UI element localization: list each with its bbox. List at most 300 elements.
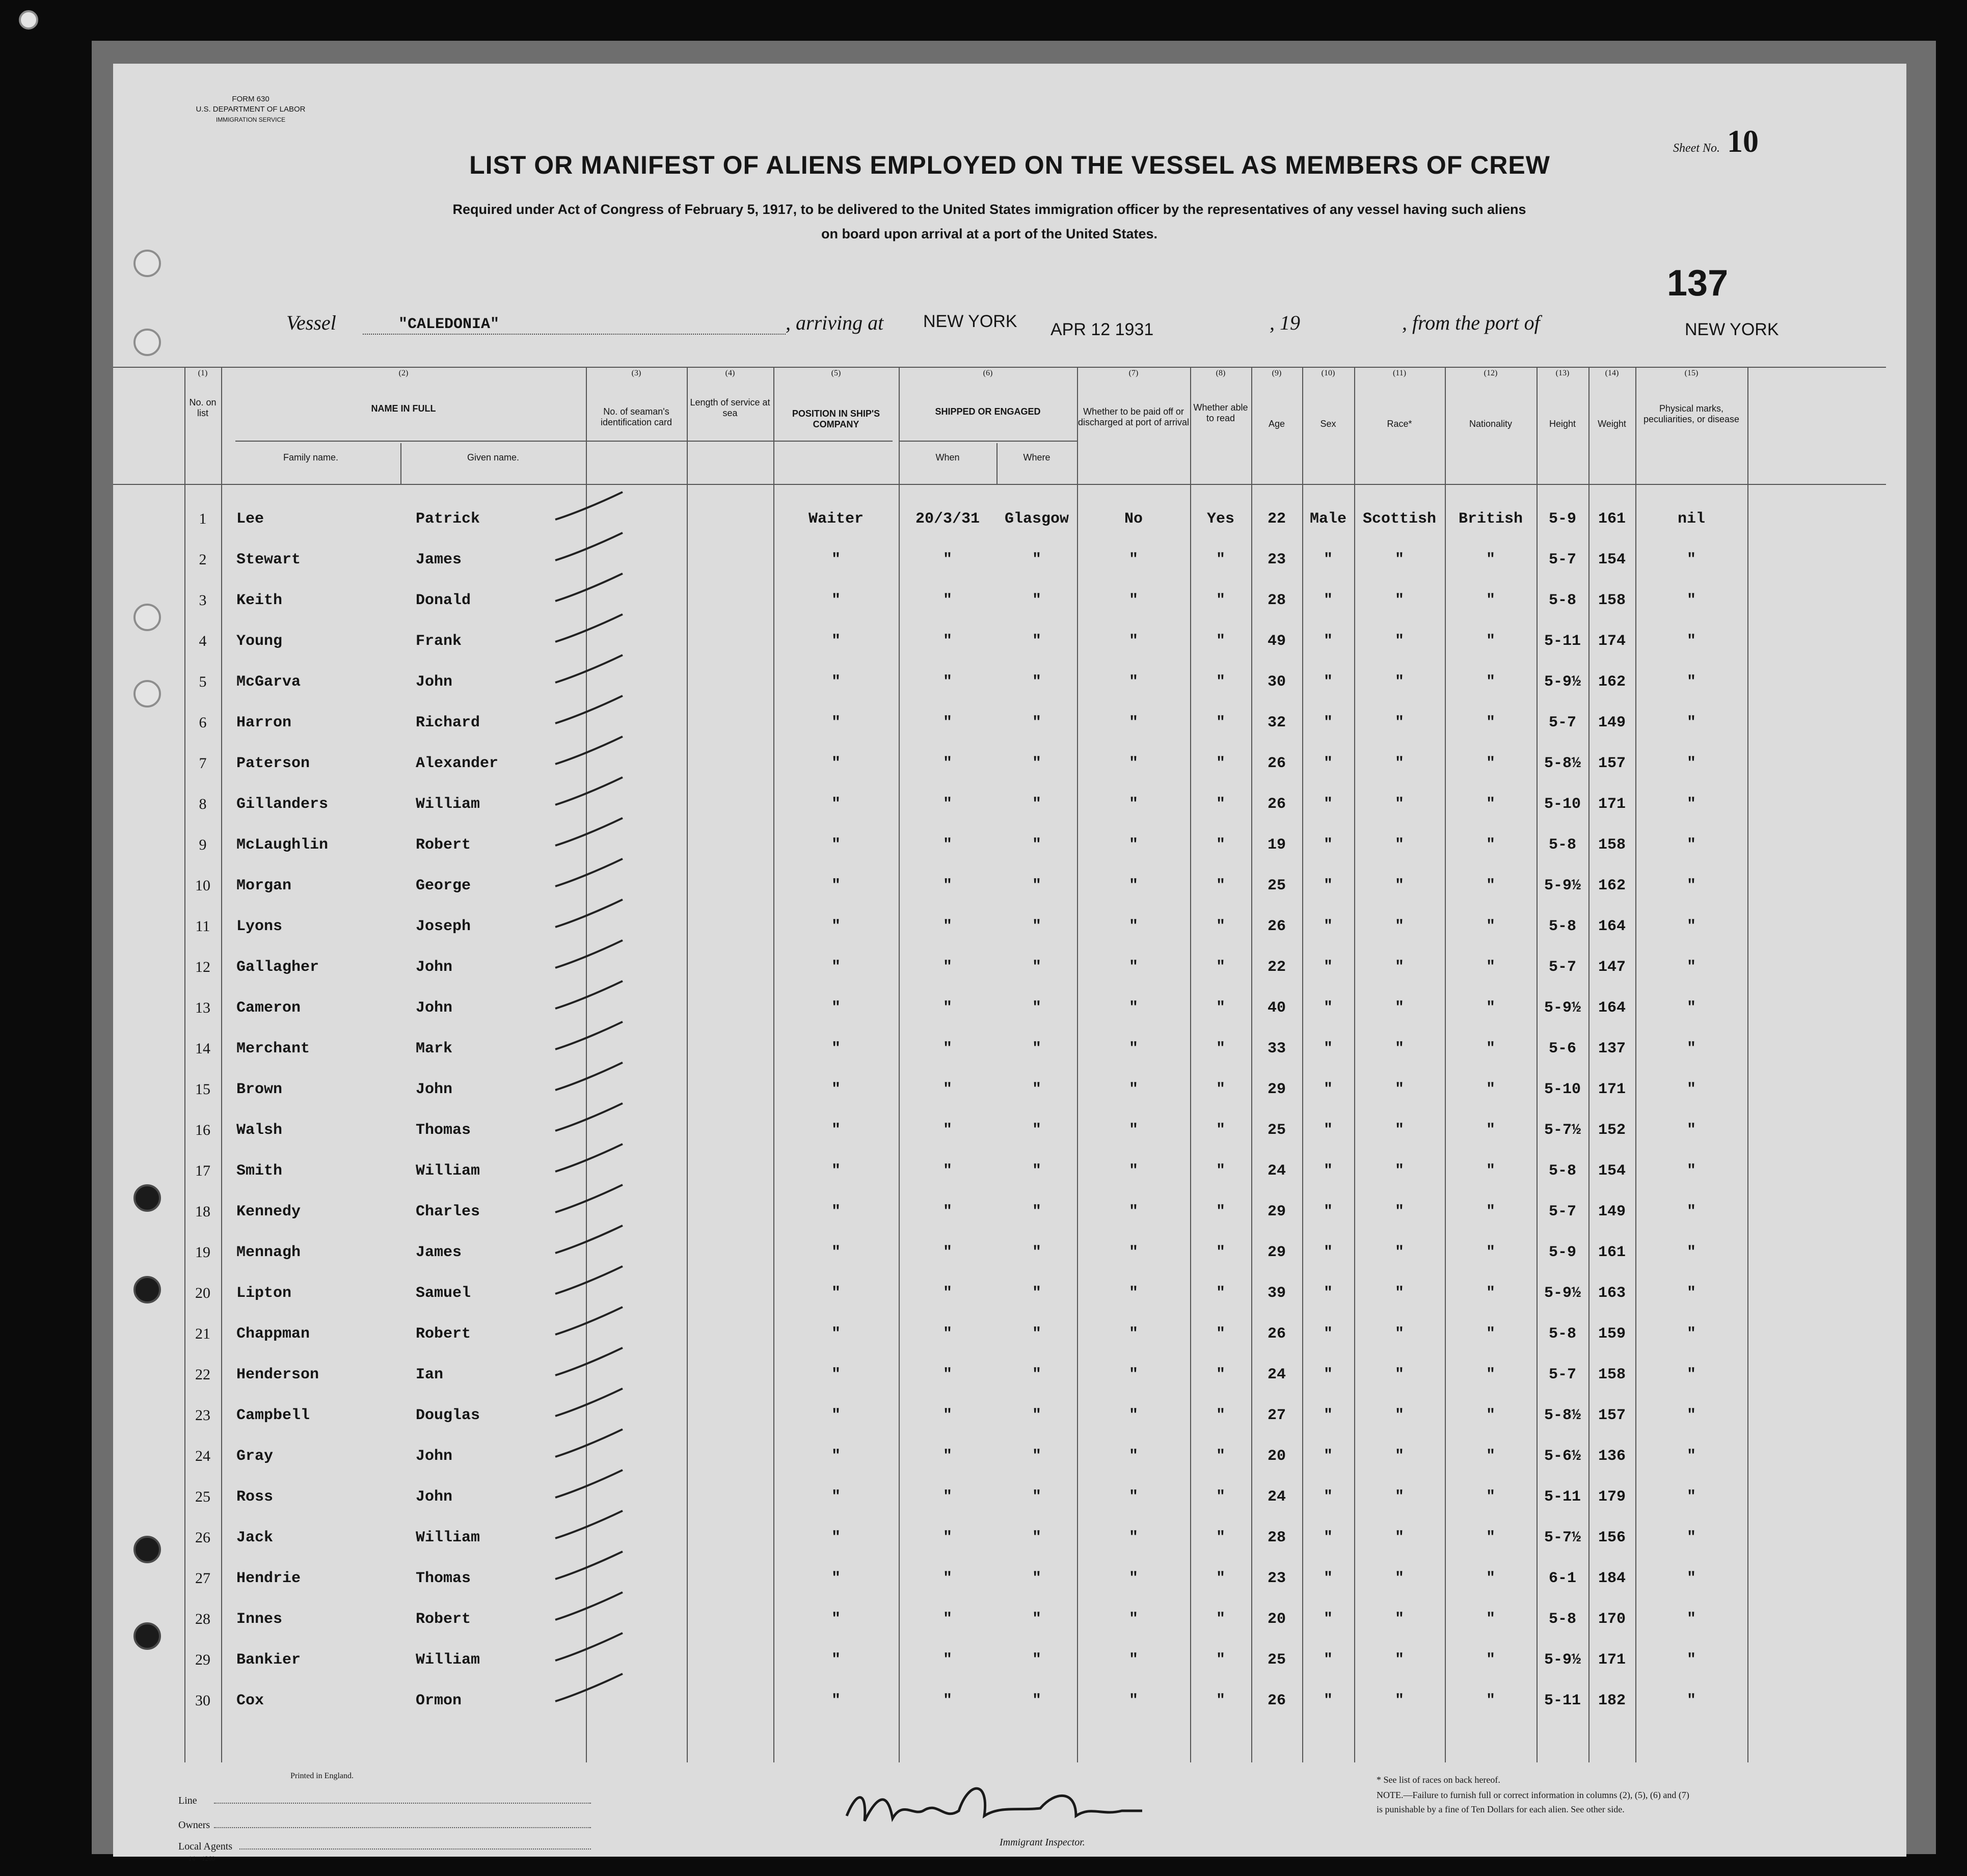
cell-weight: 162 [1598,877,1626,894]
cell-position: " [831,796,841,813]
cell-paid-off: " [1128,551,1138,568]
cell-age: 23 [1267,1570,1286,1587]
shipped-subheader-rule [899,441,1077,442]
cell-age: 24 [1267,1366,1286,1383]
cell-marks: " [1686,1570,1696,1587]
table-row [113,988,1906,1029]
cell-read: " [1216,1366,1225,1383]
cell-weight: 184 [1598,1570,1626,1587]
table-row [113,1477,1906,1518]
cell-paid-off: " [1128,1570,1138,1587]
cell-family: Harron [236,714,292,731]
cell-read: " [1216,1081,1225,1098]
header-position: POSITION IN SHIP'S COMPANY [792,409,880,429]
check-mark [551,896,628,932]
cell-nationality: " [1486,1366,1495,1383]
cell-marks: " [1686,714,1696,731]
cell-paid-off: " [1128,592,1138,609]
cell-family: Ross [236,1488,274,1506]
cell-marks: " [1686,1040,1696,1057]
cell-no: 23 [195,1407,210,1424]
check-mark [551,1467,628,1503]
check-mark [551,1345,628,1380]
cell-sex: " [1323,1325,1333,1343]
arrival-port: NEW YORK [923,312,1017,331]
check-mark [551,1548,628,1584]
header-height: Height [1549,419,1576,429]
cell-nationality: " [1486,1325,1495,1343]
cell-where: " [1032,1651,1041,1669]
cell-position: " [831,1325,841,1343]
cell-nationality: " [1486,1407,1495,1424]
cell-paid-off: " [1128,1325,1138,1343]
cell-marks: " [1686,1448,1696,1465]
cell-when: " [942,551,952,568]
cell-no: 25 [195,1488,210,1505]
cell-family: McGarva [236,673,301,691]
cell-position: " [831,633,841,650]
cell-when: " [942,714,952,731]
cell-position: " [831,551,841,568]
cell-when: " [942,1448,952,1465]
cell-sex: " [1323,999,1333,1017]
cell-height: 5-9 [1548,1244,1576,1261]
cell-weight: 161 [1598,1244,1626,1261]
cell-paid-off: " [1128,1529,1138,1546]
cell-when: " [942,1692,952,1709]
cell-height: 5-10 [1544,796,1581,813]
cell-marks: " [1686,1244,1696,1261]
race-note: * See list of races on back hereof. [1377,1775,1500,1785]
subtitle-line-2: on board upon arrival at a port of the United States. [821,226,1158,241]
cell-family: Cameron [236,999,301,1017]
cell-family: Morgan [236,877,292,894]
cell-given: John [416,1081,453,1098]
cell-paid-off: " [1128,1407,1138,1424]
cell-race: " [1394,1488,1404,1506]
column-number: (13) [1555,369,1570,377]
cell-where: " [1032,877,1041,894]
header-family-name: Family name. [283,452,339,463]
cell-position: " [831,755,841,772]
cell-given: Douglas [416,1407,480,1424]
cell-family: Gillanders [236,796,329,813]
cell-read: " [1216,1162,1225,1180]
cell-height: 6-1 [1548,1570,1576,1587]
table-row [113,947,1906,988]
table-row [113,1518,1906,1559]
cell-when: " [942,1366,952,1383]
cell-where: " [1032,1366,1041,1383]
cell-given: Joseph [416,918,471,935]
header-given-name: Given name. [467,452,520,463]
vessel-label: Vessel [286,311,336,334]
cell-no: 29 [195,1651,210,1668]
cell-race: " [1394,1366,1404,1383]
cell-marks: nil [1677,510,1705,528]
cell-family: Jack [236,1529,274,1546]
cell-height: 5-7 [1548,1366,1576,1383]
cell-marks: " [1686,551,1696,568]
cell-marks: " [1686,1651,1696,1669]
owners-label: Owners [178,1819,210,1831]
line-label: Line [178,1795,197,1806]
header-physical-marks: Physical marks, peculiarities, or disease [1643,403,1740,424]
cell-nationality: " [1486,1529,1495,1546]
cell-read: " [1216,1570,1225,1587]
cell-height: 5-7 [1548,959,1576,976]
cell-position: " [831,1081,841,1098]
header-age: Age [1268,419,1285,429]
cell-family: Keith [236,592,283,609]
cell-weight: 147 [1598,959,1626,976]
cell-given: John [416,1448,453,1465]
table-top-rule [113,367,1886,368]
cell-no: 18 [195,1203,210,1220]
subtitle-line-1: Required under Act of Congress of February 5, 1917, to be delivered to the United States immigration officer by the representatives of any vessel having such aliens [452,202,1526,217]
cell-no: 3 [199,592,207,609]
cell-weight: 164 [1598,918,1626,935]
column-number: (5) [831,369,841,377]
cell-paid-off: " [1128,1488,1138,1506]
cell-weight: 152 [1598,1122,1626,1139]
cell-height: 5-10 [1544,1081,1581,1098]
cell-nationality: " [1486,1244,1495,1261]
header-sex: Sex [1320,419,1336,429]
cell-given: James [416,1244,462,1261]
cell-given: Patrick [416,510,480,528]
cell-age: 25 [1267,1651,1286,1669]
cell-weight: 149 [1598,1203,1626,1220]
check-mark [551,1263,628,1299]
cell-given: Mark [416,1040,453,1057]
cell-read: " [1216,1285,1225,1302]
column-number: (10) [1321,369,1335,377]
cell-age: 49 [1267,633,1286,650]
cell-no: 11 [195,918,210,935]
cell-marks: " [1686,755,1696,772]
cell-where: " [1032,959,1041,976]
cell-family: Lipton [236,1285,292,1302]
column-number: (7) [1128,369,1139,377]
cell-position: " [831,592,841,609]
cell-paid-off: " [1128,714,1138,731]
header-paid-off: Whether to be paid off or discharged at port of arrival [1077,406,1190,427]
cell-nationality: " [1486,1651,1495,1669]
cell-age: 39 [1267,1285,1286,1302]
cell-age: 25 [1267,877,1286,894]
cell-age: 24 [1267,1162,1286,1180]
cell-height: 5-6 [1548,1040,1576,1057]
cell-marks: " [1686,1692,1696,1709]
cell-paid-off: " [1128,796,1138,813]
cell-nationality: " [1486,1040,1495,1057]
cell-when: " [942,1651,952,1669]
cell-where: Glasgow [1004,510,1069,528]
sheet-number: 10 [1727,124,1759,159]
cell-height: 5-8 [1548,836,1576,854]
form-header [174,94,327,125]
cell-marks: " [1686,1529,1696,1546]
cell-sex: " [1323,673,1333,691]
cell-age: 32 [1267,714,1286,731]
cell-nationality: " [1486,1081,1495,1098]
cell-age: 26 [1267,918,1286,935]
cell-nationality: " [1486,796,1495,813]
cell-no: 21 [195,1325,210,1342]
cell-position: " [831,1570,841,1587]
cell-sex: " [1323,1285,1333,1302]
table-row [113,621,1906,662]
table-row [113,1151,1906,1192]
cell-weight: 171 [1598,1081,1626,1098]
cell-family: Mennagh [236,1244,301,1261]
check-mark [551,815,628,851]
cell-nationality: " [1486,1488,1495,1506]
cell-nationality: " [1486,1692,1495,1709]
cell-when: " [942,877,952,894]
cell-age: 22 [1267,510,1286,528]
cell-height: 5-9½ [1544,999,1581,1017]
cell-weight: 159 [1598,1325,1626,1343]
cell-race: " [1394,877,1404,894]
cell-marks: " [1686,1203,1696,1220]
cell-position: Waiter [808,510,864,528]
cell-read: " [1216,755,1225,772]
agents-field [239,1848,591,1850]
cell-where: " [1032,1285,1041,1302]
check-mark [551,652,628,688]
cell-race: " [1394,1122,1404,1139]
header-length-service: Length of service at sea [690,397,770,418]
cell-family: Gray [236,1448,274,1465]
cell-race: " [1394,1611,1404,1628]
cell-family: Merchant [236,1040,310,1057]
cell-when: " [942,1040,952,1057]
check-mark [551,1426,628,1462]
cell-no: 8 [199,796,207,812]
cell-marks: " [1686,1162,1696,1180]
column-number: (9) [1272,369,1282,377]
punch-hole [133,329,161,356]
cell-family: Smith [236,1162,283,1180]
cell-read: Yes [1206,510,1234,528]
cell-read: " [1216,918,1225,935]
cell-race: " [1394,1651,1404,1669]
check-mark [551,1019,628,1054]
cell-sex: " [1323,1366,1333,1383]
cell-height: 5-8½ [1544,755,1581,772]
cell-race: " [1394,1570,1404,1587]
cell-weight: 158 [1598,836,1626,854]
column-number: (3) [631,369,641,377]
cell-weight: 157 [1598,755,1626,772]
cell-sex: " [1323,1122,1333,1139]
cell-given: William [416,796,480,813]
cell-where: " [1032,1611,1041,1628]
cell-no: 1 [199,510,207,527]
cell-sex: " [1323,551,1333,568]
cell-where: " [1032,836,1041,854]
cell-height: 5-9 [1548,510,1576,528]
cell-position: " [831,877,841,894]
cell-nationality: " [1486,836,1495,854]
cell-paid-off: " [1128,959,1138,976]
table-row [113,703,1906,744]
cell-sex: " [1323,836,1333,854]
cell-paid-off: " [1128,1285,1138,1302]
cell-when: " [942,796,952,813]
cell-read: " [1216,592,1225,609]
cell-when: " [942,1081,952,1098]
cell-when: " [942,959,952,976]
cell-position: " [831,918,841,935]
cell-when: " [942,1529,952,1546]
cell-sex: " [1323,1040,1333,1057]
cell-read: " [1216,1040,1225,1057]
cell-when: " [942,1325,952,1343]
cell-where: " [1032,1081,1041,1098]
cell-nationality: " [1486,673,1495,691]
table-row [113,1110,1906,1151]
cell-when: " [942,633,952,650]
line-field [214,1803,591,1804]
cell-where: " [1032,1407,1041,1424]
cell-weight: 154 [1598,551,1626,568]
check-mark [551,1100,628,1136]
cell-given: John [416,1488,453,1506]
cell-when: " [942,755,952,772]
cell-given: John [416,999,453,1017]
check-mark [551,978,628,1014]
cell-when: " [942,1407,952,1424]
header-when: When [935,452,960,463]
table-row [113,1355,1906,1396]
check-mark [551,570,628,606]
cell-age: 22 [1267,959,1286,976]
cell-read: " [1216,1407,1225,1424]
table-row [113,1559,1906,1599]
cell-race: " [1394,999,1404,1017]
check-mark [551,1589,628,1625]
cell-given: John [416,673,453,691]
column-number: (4) [725,369,735,377]
cell-nationality: " [1486,1122,1495,1139]
cell-given: Alexander [416,755,499,772]
cell-race: " [1394,1040,1404,1057]
cell-no: 4 [199,633,207,649]
cell-no: 19 [195,1244,210,1261]
cell-weight: 158 [1598,1366,1626,1383]
cell-position: " [831,714,841,731]
cell-given: Ormon [416,1692,462,1709]
cell-family: Hendrie [236,1570,301,1587]
cell-no: 7 [199,755,207,772]
cell-position: " [831,1122,841,1139]
cell-where: " [1032,1448,1041,1465]
cell-paid-off: " [1128,633,1138,650]
cell-weight: 157 [1598,1407,1626,1424]
cell-no: 9 [199,836,207,853]
column-number: (2) [398,369,409,377]
table-row [113,825,1906,866]
cell-read: " [1216,877,1225,894]
cell-family: Brown [236,1081,283,1098]
cell-race: " [1394,1692,1404,1709]
cell-sex: " [1323,714,1333,731]
agents-label: Local Agents [178,1841,233,1852]
cell-height: 5-8 [1548,1611,1576,1628]
cell-no: 27 [195,1570,210,1587]
cell-read: " [1216,1448,1225,1465]
cell-given: James [416,551,462,568]
cell-when: " [942,1122,952,1139]
cell-marks: " [1686,1611,1696,1628]
table-header-rule [113,484,1886,485]
cell-height: 5-7 [1548,551,1576,568]
subcolumn-rule [400,443,401,484]
vessel-name: "CALEDONIA" [398,316,500,333]
table-row [113,907,1906,947]
cell-where: " [1032,1203,1041,1220]
cell-read: " [1216,836,1225,854]
page-title: LIST OR MANIFEST OF ALIENS EMPLOYED ON THE VESSEL AS MEMBERS OF CREW [469,151,1550,179]
cell-where: " [1032,714,1041,731]
cell-race: " [1394,714,1404,731]
cell-family: Innes [236,1611,283,1628]
check-mark [551,1141,628,1177]
cell-sex: " [1323,918,1333,935]
cell-sex: " [1323,1488,1333,1506]
cell-marks: " [1686,673,1696,691]
cell-marks: " [1686,1366,1696,1383]
cell-marks: " [1686,1122,1696,1139]
check-mark [551,1630,628,1666]
cell-race: " [1394,592,1404,609]
cell-position: " [831,999,841,1017]
cell-weight: 158 [1598,592,1626,609]
cell-family: Cox [236,1692,264,1709]
cell-read: " [1216,1325,1225,1343]
cell-nationality: " [1486,877,1495,894]
cell-weight: 154 [1598,1162,1626,1180]
cell-height: 5-9½ [1544,1651,1581,1669]
cell-sex: " [1323,1651,1333,1669]
cell-position: " [831,1611,841,1628]
cell-race: " [1394,1081,1404,1098]
cell-height: 5-9½ [1544,877,1581,894]
cell-nationality: " [1486,714,1495,731]
cell-race: " [1394,1448,1404,1465]
check-mark [551,1385,628,1421]
cell-given: Robert [416,1611,471,1628]
cell-weight: 182 [1598,1692,1626,1709]
cell-weight: 149 [1598,714,1626,731]
cell-height: 5-9½ [1544,673,1581,691]
cell-read: " [1216,959,1225,976]
cell-given: Charles [416,1203,480,1220]
cell-family: McLaughlin [236,836,329,854]
table-row [113,1599,1906,1640]
cell-nationality: " [1486,1162,1495,1180]
column-number: (11) [1392,369,1407,377]
cell-no: 5 [199,673,207,690]
penalty-note [1377,1788,1886,1816]
cell-nationality: " [1486,592,1495,609]
header-shipped: SHIPPED OR ENGAGED [935,406,1041,417]
cell-when: " [942,1285,952,1302]
cell-height: 5-7½ [1544,1529,1581,1546]
